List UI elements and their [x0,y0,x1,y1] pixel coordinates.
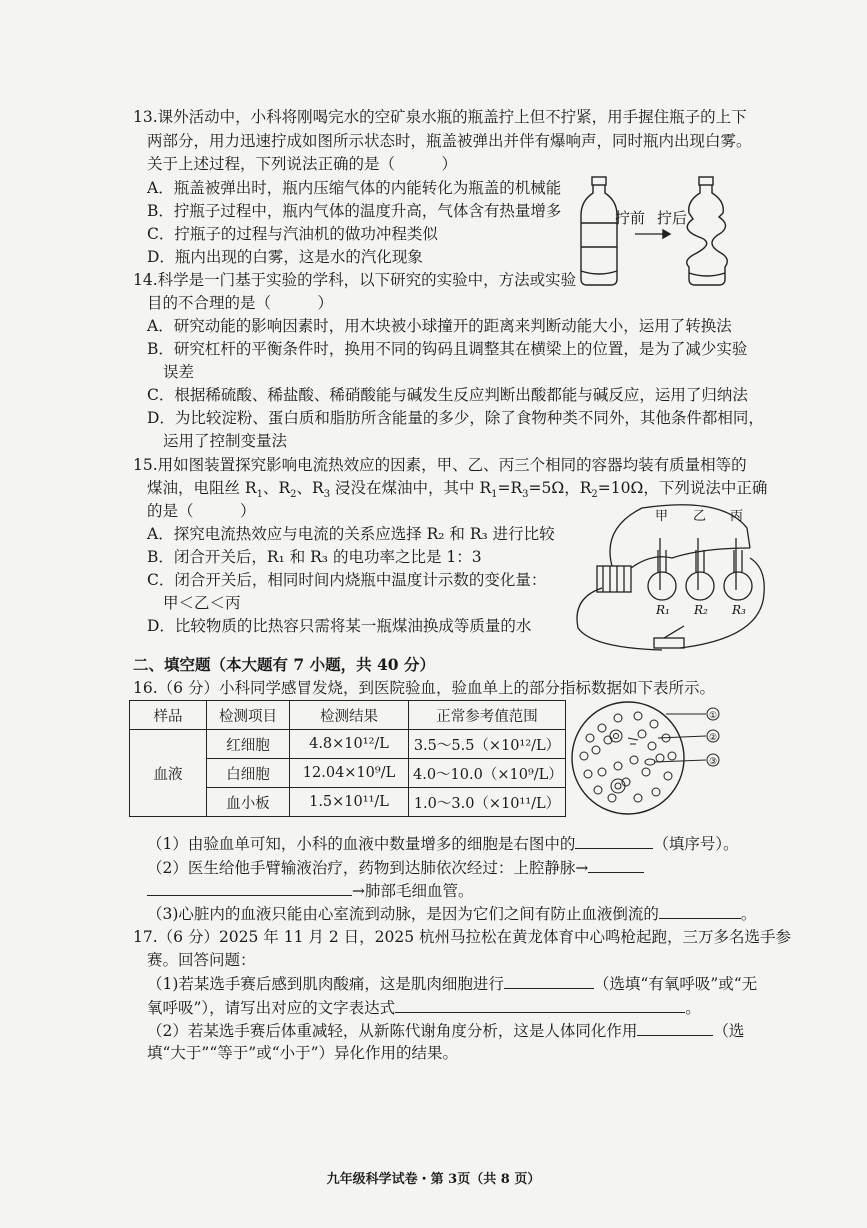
q13-stem-line2: 两部分，用力迅速拧成如图所示状态时，瓶盖被弹出并伴有爆响声，同时瓶内出现白雾。 [147,132,752,150]
q14-option-b-line2: 误差 [163,363,195,381]
q14-stem-line2: 目的不合理的是（ ） [147,294,334,312]
q17-part1-line2: 氧呼吸”），请写出对应的文字表达式 。 [147,996,701,1019]
table-cell-sample: 血液 [130,730,207,817]
switch-icon [654,638,684,648]
q13-option-b: B．拧瓶子过程中，瓶内气体的温度升高，气体含有热量增多 [147,202,562,220]
q17-stem-line2: 赛。回答问题： [147,951,256,969]
table-cell: 4.0～10.0（×10⁹/L） [409,759,566,788]
page-footer: 九年级科学试卷・第 3页（共 8 页） [326,1172,541,1187]
q14-option-d-line1: D．为比较淀粉、蛋白质和脂肪所含能量的多少，除了食物种类不同外，其他条件都相同， [147,409,764,427]
table-header: 检测项目 [207,701,290,730]
table-header: 检测结果 [290,701,409,730]
blood-test-table [129,700,566,817]
q13-stem-line3: 关于上述过程，下列说法正确的是（ ） [147,155,458,173]
flask-jia-icon [648,572,676,600]
label-before: 拧前 [615,209,646,227]
bottle-twist-figure [575,175,745,290]
cap-before [592,177,606,185]
q17-part2-line1: （2）若某选手赛后体重减轻，从新陈代谢角度分析，这是人体同化作用 （选 [147,1019,744,1042]
table-cell: 白细胞 [207,759,290,788]
section-heading: 二、填空题（本大题有 7 小题，共 40 分） [133,655,435,674]
label-r2: R₂ [694,603,708,617]
label-jia: 甲 [655,509,669,524]
answer-blank[interactable] [637,1019,713,1036]
q17-part2-line2: 填“大于”“等于”或“小于”）异化作用的结果。 [147,1044,459,1062]
q13-option-c: C．拧瓶子的过程与汽油机的做功冲程类似 [147,225,438,243]
q15-option-a: A．探究电流热效应与电流的关系应选择 R₂ 和 R₃ 进行比较 [147,525,555,543]
q14-option-b-line1: B．研究杠杆的平衡条件时，换用不同的钩码且调整其在横梁上的位置，是为了减少实验 [147,340,748,358]
table-cell: 血小板 [207,788,290,817]
flask-yi-icon [686,572,714,600]
q16-part2-line1: （2）医生给他手臂输液治疗，药物到达肺依次经过：上腔静脉→ [147,856,644,879]
answer-blank[interactable] [395,996,685,1013]
q14-option-a: A．研究动能的影响因素时，用木块被小球撞开的距离来判断动能大小，运用了转换法 [147,317,732,335]
q13-option-a: A．瓶盖被弹出时，瓶内压缩气体的内能转化为瓶盖的机械能 [147,179,562,197]
q15-stem-line3: 的是（ ） [147,502,256,520]
q15-option-c-line2: 甲＜乙＜丙 [163,594,241,612]
circuit-figure [572,498,772,660]
q15-option-c-line1: C．闭合开关后，相同时间内烧瓶中温度计示数的变化量： [147,571,547,589]
q15-stem-line2: 煤油，电阻丝 $R_1$、$R_2$、$R_3$ 浸没在煤油中，其中 $R_1=R_3=5\Omega$，$R_2=10\Omega$，下列说法中正确 [147,479,768,501]
table-cell: 12.04×10⁹/L [290,759,409,788]
label-after: 拧后 [657,209,688,227]
label-3: ③ [709,757,718,767]
q13-stem-line1: 13.课外活动中，小科将刚喝完水的空矿泉水瓶的瓶盖拧上但不拧紧，用手握住瓶子的上下 [133,108,747,126]
blood-smear-figure [568,700,733,818]
label-r1: R₁ [656,603,670,617]
q14-option-c: C．根据稀硫酸、稀盐酸、稀硝酸能与碱发生反应判断出酸都能与碱反应，运用了归纳法 [147,386,748,404]
q16-part3: （3)心脏内的血液只能由心室流到动脉，是因为它们之间有防止血液倒流的 。 [147,902,756,925]
q15-option-d: D．比较物质的比热容只需将某一瓶煤油换成等质量的水 [147,617,532,635]
q16-part1: （1）由验血单可知，小科的血液中数量增多的细胞是右图中的 （填序号）。 [147,832,739,855]
table-cell: 3.5～5.5（×10¹²/L） [409,730,566,759]
label-r3: R₃ [732,603,746,617]
answer-blank[interactable] [147,879,352,896]
q16-stem: 16.（6 分）小科同学感冒发烧，到医院验血，验血单上的部分指标数据如下表所示。 [133,679,715,697]
table-cell: 1.5×10¹¹/L [290,788,409,817]
flask-bing-icon [724,572,752,600]
q16-part2-line2: →肺部毛细血管。 [147,879,474,902]
answer-blank[interactable] [575,832,653,849]
q14-option-d-line2: 运用了控制变量法 [163,432,288,450]
q13-option-d: D．瓶内出现的白雾，这是水的汽化现象 [147,248,423,266]
q15-stem-line1: 15.用如图装置探究影响电流热效应的因素，甲、乙、丙三个相同的容器均装有质量相等的 [133,456,747,474]
table-header: 样品 [130,701,207,730]
answer-blank[interactable] [588,856,644,873]
table-cell: 4.8×10¹²/L [290,730,409,759]
answer-blank[interactable] [659,902,741,919]
answer-blank[interactable] [504,972,594,989]
label-yi: 乙 [693,509,707,524]
label-2: ② [709,733,718,743]
table-cell: 1.0～3.0（×10¹¹/L） [409,788,566,817]
battery-icon [597,566,631,592]
table-cell: 红细胞 [207,730,290,759]
label-bing: 丙 [730,509,744,524]
q17-stem-line1: 17.（6 分）2025 年 11 月 2 日，2025 杭州马拉松在黄龙体育中心鸣枪起跑，三万多名选手参 [133,928,791,946]
label-1: ① [709,711,718,721]
q17-part1-line1: （1)若某选手赛后感到肌肉酸痛，这是肌肉细胞进行 （选填“有氧呼吸”或“无 [147,972,757,995]
q15-option-b: B．闭合开关后，R₁ 和 R₃ 的电功率之比是 1：3 [147,548,482,566]
table-header: 正常参考值范围 [409,701,566,730]
q14-stem-line1: 14.科学是一门基于实验的学科，以下研究的实验中，方法或实验 [133,271,577,289]
